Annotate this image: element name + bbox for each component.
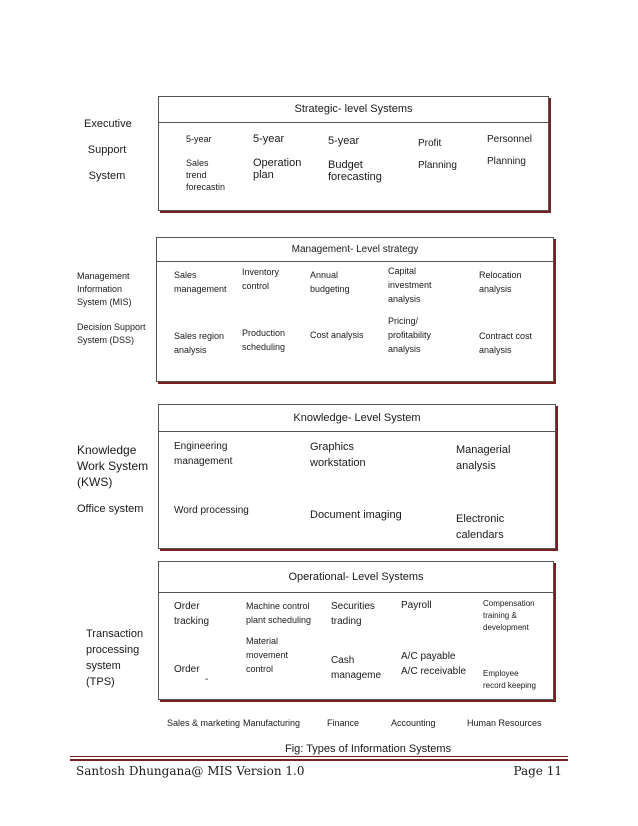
footer-divider-thick bbox=[70, 759, 568, 761]
stray-mark: - bbox=[205, 674, 209, 685]
capital-investment-analysis: Capital investment analysis bbox=[388, 266, 432, 304]
order-tracking: Order tracking bbox=[174, 601, 210, 627]
cash-management: Cash manageme bbox=[331, 655, 382, 681]
figure-caption: Fig: Types of Information Systems bbox=[285, 743, 452, 755]
strategic-level-title: Strategic- level Systems bbox=[159, 97, 548, 123]
office-system-label: Office system bbox=[77, 503, 144, 515]
contract-cost-analysis: Contract cost analysis bbox=[479, 331, 533, 355]
inventory-control: Inventory control bbox=[242, 267, 280, 291]
area-human-resources: Human Resources bbox=[467, 718, 542, 728]
area-accounting: Accounting bbox=[391, 718, 436, 728]
ac-payable-receivable: A/C payable A/C receivable bbox=[401, 651, 467, 677]
budget-forecasting: 5-year Budget forecasting bbox=[328, 135, 382, 183]
footer-divider-thin bbox=[70, 756, 568, 757]
profit-planning: Profit Planning bbox=[418, 138, 457, 171]
kws-label: Knowledge Work System (KWS) bbox=[77, 443, 149, 489]
area-finance: Finance bbox=[327, 718, 360, 728]
dss-label: Decision Support System (DSS) bbox=[77, 322, 146, 345]
operational-level-title: Operational- Level Systems bbox=[159, 562, 553, 593]
employee-record-keeping: Employee record keeping bbox=[483, 669, 536, 690]
cost-analysis: Cost analysis bbox=[310, 330, 364, 340]
engineering-management: Engineering management bbox=[174, 441, 233, 467]
payroll: Payroll bbox=[401, 600, 432, 611]
footer-author: Santosh Dhungana@ MIS Version 1.0 bbox=[76, 764, 305, 778]
document-imaging: Document imaging bbox=[310, 509, 402, 521]
compensation-training-development: Compensation training & development bbox=[483, 599, 535, 632]
machine-control-plant-scheduling: Machine control plant scheduling bbox=[246, 601, 312, 625]
footer-page-number: Page 11 bbox=[513, 764, 562, 778]
area-manufacturing: Manufacturing bbox=[243, 718, 301, 728]
sales-region-analysis: Sales region analysis bbox=[174, 331, 225, 355]
operation-plan: 5-year Operation plan bbox=[253, 133, 302, 181]
sales-management: Sales management bbox=[174, 270, 227, 294]
order: Order bbox=[174, 664, 200, 675]
sales-trend-forecasting: 5-year Sales trend forecastin bbox=[186, 134, 226, 192]
securities-trading: Securities trading bbox=[331, 601, 375, 627]
ess-label: Executive Support System bbox=[84, 118, 132, 182]
tps-label: Transaction processing system (TPS) bbox=[86, 628, 144, 688]
area-sales-marketing: Sales & marketing bbox=[167, 718, 241, 728]
graphics-workstation: Graphics workstation bbox=[310, 441, 366, 469]
pricing-profitability-analysis: Pricing/ profitability analysis bbox=[388, 316, 432, 354]
personnel-planning: Personnel Planning bbox=[487, 134, 533, 167]
material-movement-control: Material movement control bbox=[246, 636, 289, 674]
annual-budgeting: Annual budgeting bbox=[310, 270, 350, 294]
word-processing: Word processing bbox=[174, 505, 249, 516]
electronic-calendars: Electronic calendars bbox=[456, 513, 505, 541]
mis-label: Management Information System (MIS) bbox=[77, 271, 132, 307]
management-level-box bbox=[156, 237, 554, 382]
managerial-analysis: Managerial analysis bbox=[456, 444, 511, 472]
relocation-analysis: Relocation analysis bbox=[479, 270, 522, 294]
knowledge-level-title: Knowledge- Level System bbox=[159, 405, 555, 432]
production-scheduling: Production scheduling bbox=[242, 328, 286, 352]
management-level-title: Management- Level strategy bbox=[157, 238, 553, 262]
